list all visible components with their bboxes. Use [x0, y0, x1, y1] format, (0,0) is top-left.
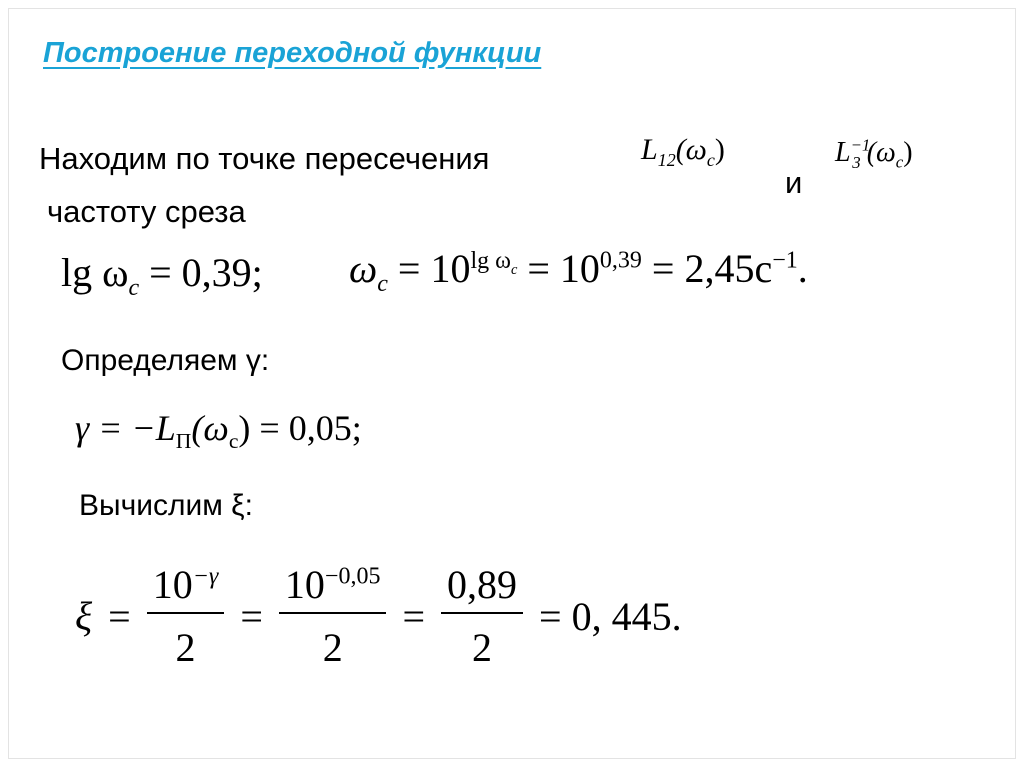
fraction-1: $\frac{10^{-\gamma}}{2}$ — [147, 561, 225, 671]
xi-label: Вычислим ξ: — [79, 489, 253, 522]
formula-l12: $L_{12}(\omega_c)$ — [641, 133, 725, 170]
formula-gamma: $\gamma = -L_П(\omega_c) = 0,05$; — [75, 408, 362, 454]
formula-l3-inverse: $L^{-1}_3$ $(\omega_c)$ — [835, 135, 913, 172]
gamma-label: Определяем γ: — [61, 344, 270, 377]
formula-xi: ξ = $\frac{10^{-\gamma}}{2}$ = $\frac{10^{-0,05}}{2}$ = $\frac{0,89}{2}$ = 0, 445. — [75, 562, 682, 670]
fraction-2: $\frac{10^{-0,05}}{2}$ — [279, 561, 387, 671]
intro-line-2: частоту среза — [47, 194, 246, 229]
slide — [8, 8, 1016, 759]
fraction-3: $\frac{0,89}{2}$ — [441, 561, 523, 671]
intro-and: и — [785, 165, 803, 200]
formula-omega-c: $\omega_c = 10^{lg \omega_c} = 10^{0,39} = 2,45c^{-1}$. — [349, 246, 808, 297]
formula-lg-omega: $\lg \omega_c = 0,39$; — [61, 250, 263, 301]
intro-line-1: Находим по точке пересечения — [39, 141, 490, 176]
slide-title: Построение переходной функции — [43, 37, 542, 69]
